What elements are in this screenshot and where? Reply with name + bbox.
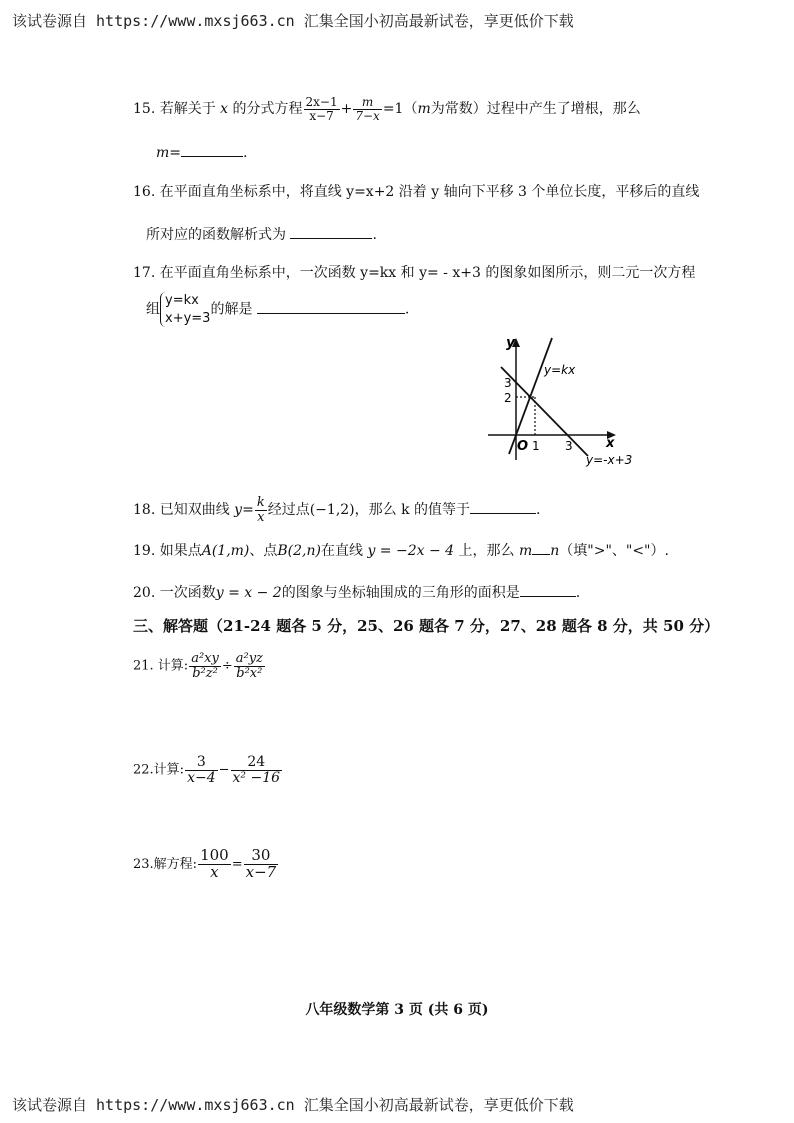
q19-line: y = −2x − 4 <box>367 543 455 559</box>
tick-y-2: 2 <box>504 391 512 405</box>
q15-f1-numerator: 2x−1 <box>305 95 338 109</box>
question-21 <box>133 652 266 680</box>
q19-point-a: A(1,m) <box>201 543 250 559</box>
q18-post: ，那么 k 的值等于 <box>354 502 471 519</box>
q15-eq: =1（ <box>382 101 418 118</box>
q19-answer-blank[interactable] <box>532 542 550 555</box>
q18-answer-blank[interactable] <box>470 501 536 514</box>
q18-f-numerator: k <box>256 495 265 510</box>
q21-fraction-1 <box>189 652 221 680</box>
q20-pre: 一次函数 <box>159 585 216 601</box>
q16-line1: 在平面直角坐标系中，将直线 y=x+2 沿着 y 轴向下平移 3 个单位长度，平移后的直线 <box>159 184 700 200</box>
q18-number: 18. <box>133 502 156 519</box>
q15-text-mid: 的分式方程 <box>232 101 303 118</box>
q22-f1-numerator: 3 <box>185 755 218 771</box>
q19-tail: （填">"、"<"）. <box>559 543 669 559</box>
q17-equation-system <box>160 292 210 327</box>
q15-f2-numerator: m <box>353 96 381 110</box>
question-18 <box>133 496 540 524</box>
q19-post: 上，那么 <box>458 543 515 559</box>
q17-answer-blank[interactable] <box>257 301 405 314</box>
q16-end: . <box>372 227 377 243</box>
q18-eq: = <box>242 502 254 519</box>
q15-f1-denominator: x−7 <box>309 108 334 123</box>
q18-end: . <box>536 502 541 519</box>
q23-f1-denominator: x <box>210 862 219 881</box>
q17-eq-b: x+y=3 <box>165 310 211 326</box>
q17-number: 17. <box>133 265 156 281</box>
q19-mid: 在直线 <box>320 543 363 559</box>
q15-text-pre: 若解关于 <box>159 101 216 118</box>
q22-f2-denominator: x² −16 <box>232 769 281 786</box>
q23-f2-numerator: 30 <box>244 848 279 865</box>
page-number: 八年级数学第 3 页 (共 6 页) <box>305 1002 489 1018</box>
q22-operator: − <box>218 762 230 778</box>
q16-number: 16. <box>133 184 156 200</box>
q15-answer-var: m <box>156 145 170 161</box>
q17-group: 组 <box>146 301 160 318</box>
question-15 <box>133 96 641 122</box>
q22-label: 22.计算: <box>133 762 185 778</box>
q21-f2-numerator: a²yz <box>235 651 263 666</box>
question-16 <box>133 181 699 201</box>
q17-line1: 在平面直角坐标系中，一次函数 y=kx 和 y= - x+3 的图象如图所示，则二元一次方程 <box>159 265 696 281</box>
label-y-neg-x-plus-3: y=-x+3 <box>586 453 633 467</box>
header-watermark: 该试卷源自 https://www.mxsj663.cn 汇集全国小初高最新试卷，享更低价下载 <box>12 12 574 30</box>
question-17 <box>133 262 695 282</box>
q20-answer-blank[interactable] <box>520 584 576 597</box>
question-20 <box>133 582 580 602</box>
q16-answer-blank[interactable] <box>290 226 372 239</box>
q15-var-m: m <box>417 101 431 118</box>
origin-label: O <box>517 439 529 454</box>
q20-post: 的图象与坐标轴围成的三角形的面积是 <box>281 585 520 601</box>
q15-answer-end: . <box>243 145 248 161</box>
section-3-title: 三、解答题（21-24 题各 5 分，25、26 题各 7 分，27、28 题各 8 分，共 50 分） <box>133 617 720 635</box>
q15-answer-blank[interactable] <box>181 144 243 157</box>
q23-f2-denominator: x−7 <box>245 862 277 881</box>
q21-fraction-2 <box>234 652 265 680</box>
q23-operator: = <box>231 856 243 872</box>
q19-number: 19. <box>133 543 156 559</box>
q19-m: m <box>518 543 533 559</box>
q18-f-denominator: x <box>257 509 265 525</box>
footer-watermark: 该试卷源自 https://www.mxsj663.cn 汇集全国小初高最新试卷，享更低价下载 <box>12 1096 574 1114</box>
q15-f2-denominator: 7−x <box>355 108 380 123</box>
tick-y-3: 3 <box>504 376 512 390</box>
q15-number: 15. <box>133 101 156 118</box>
q18-y: y <box>234 502 243 519</box>
q21-f1-numerator: a²xy <box>191 651 219 666</box>
question-22 <box>133 755 283 785</box>
q23-fraction-1 <box>198 848 231 881</box>
q15-note: 为常数）过程中产生了增根，那么 <box>430 101 641 118</box>
q15-fraction-1 <box>304 96 340 122</box>
q21-f1-denominator: b²z² <box>192 665 218 681</box>
q17-eq-a: y=kx <box>165 293 199 308</box>
q21-f2-denominator: b²x² <box>236 665 263 681</box>
q15-answer-eq: = <box>169 145 182 161</box>
q20-end: . <box>575 585 581 601</box>
q18-mid: 经过点 <box>267 502 310 519</box>
q21-operator: ÷ <box>221 658 233 674</box>
q17-solution-text: 的解是 <box>210 301 253 318</box>
q15-var-x: x <box>220 101 229 118</box>
tick-x-3: 3 <box>565 439 573 453</box>
q22-f1-denominator: x−4 <box>187 769 216 786</box>
q20-func: y = x − 2 <box>215 585 282 601</box>
q19-point-b: B(2,n) <box>277 543 321 559</box>
q19-sep: 、点 <box>249 543 278 559</box>
q23-fraction-2 <box>244 848 279 881</box>
q17-graph <box>482 334 642 474</box>
q15-fraction-2 <box>353 96 381 122</box>
q22-fraction-2 <box>231 755 283 785</box>
q17-end: . <box>404 301 410 318</box>
q16-line2: 所对应的函数解析式为 <box>146 227 286 243</box>
label-y-kx: y=kx <box>544 363 576 377</box>
q22-f2-numerator: 24 <box>231 755 283 771</box>
q23-f1-numerator: 100 <box>200 846 229 864</box>
q21-label: 21. 计算: <box>133 658 189 674</box>
q19-n: n <box>550 543 560 559</box>
q22-fraction-1 <box>185 755 218 785</box>
question-23 <box>133 848 279 881</box>
q15-plus: + <box>340 101 353 118</box>
q18-pre: 已知双曲线 <box>159 502 230 519</box>
tick-x-1: 1 <box>532 439 540 453</box>
y-axis-label: y <box>506 335 516 351</box>
x-axis-label: x <box>606 436 615 451</box>
q19-pre: 如果点 <box>159 543 202 559</box>
q23-label: 23.解方程: <box>133 856 198 872</box>
q20-number: 20. <box>133 585 156 601</box>
q15-answer-line <box>156 144 247 161</box>
q18-point: (−1,2) <box>309 502 355 519</box>
q18-fraction <box>255 496 267 524</box>
question-19 <box>133 540 669 560</box>
q16-answer-line <box>146 224 377 244</box>
q17-system-line <box>146 292 409 327</box>
